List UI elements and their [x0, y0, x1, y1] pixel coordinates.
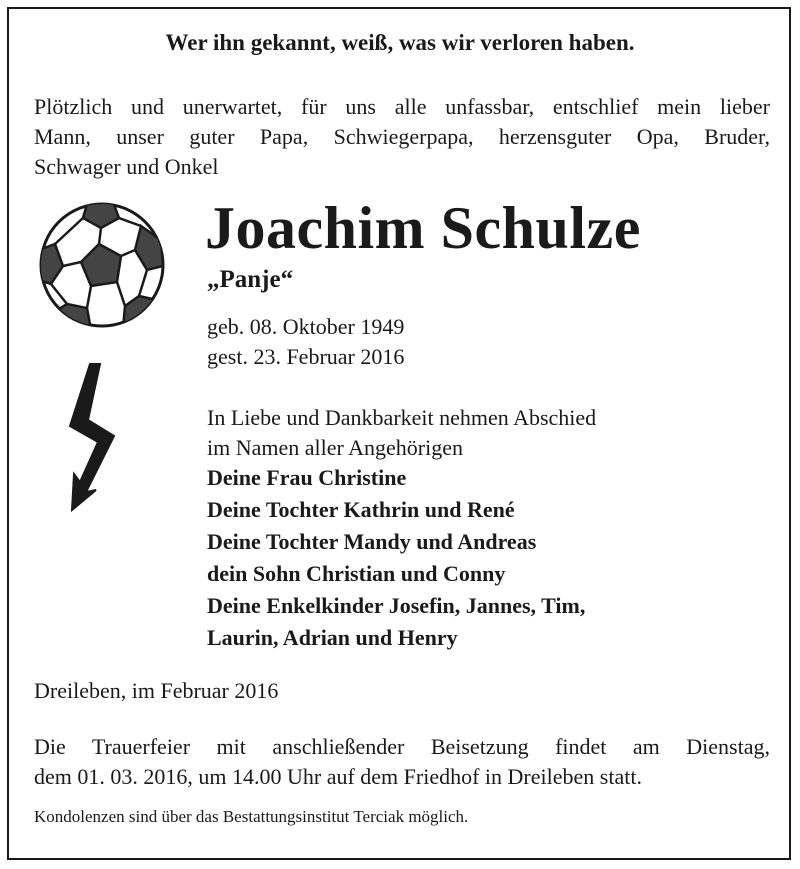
relative-line: Deine Frau Christine [207, 465, 407, 490]
motto: Wer ihn gekannt, weiß, was wir verloren haben. [165, 30, 635, 55]
funeral-info [34, 732, 770, 792]
death-date: gest. 23. Februar 2016 [207, 344, 405, 369]
soccer-ball-icon [37, 200, 167, 330]
intro-line: Plötzlich und unerwartet, für uns alle unfassbar, entschlief mein lieber [34, 94, 770, 119]
farewell-line: In Liebe und Dankbarkeit nehmen Abschied [207, 405, 597, 430]
funeral-line: dem 01. 03. 2016, um 14.00 Uhr auf dem Friedhof in Dreileben statt. [34, 764, 642, 789]
relatives-list [207, 462, 585, 654]
nickname: „Panje“ [207, 266, 294, 293]
condolence-note: Kondolenzen sind über das Bestattungsinstitut Terciak möglich. [34, 807, 469, 826]
birth-date: geb. 08. Oktober 1949 [207, 314, 405, 339]
intro-text [34, 92, 770, 182]
relative-line: Laurin, Adrian und Henry [207, 625, 458, 650]
intro-line: Mann, unser guter Papa, Schwiegerpapa, herzensguter Opa, Bruder, [34, 124, 770, 149]
farewell-line: im Namen aller Angehörigen [207, 435, 463, 460]
relative-line: Deine Tochter Kathrin und René [207, 497, 515, 522]
deceased-name: Joachim Schulze [205, 195, 641, 261]
farewell-text [207, 403, 596, 463]
place-date: Dreileben, im Februar 2016 [34, 678, 279, 703]
relative-line: Deine Enkelkinder Josefin, Jannes, Tim, [207, 593, 586, 618]
relative-line: dein Sohn Christian und Conny [207, 561, 506, 586]
lightning-bolt-icon [62, 362, 132, 512]
relative-line: Deine Tochter Mandy und Andreas [207, 529, 537, 554]
funeral-line: Die Trauerfeier mit anschließender Beisetzung findet am Dienstag, [34, 734, 770, 759]
intro-line: Schwager und Onkel [34, 154, 219, 179]
